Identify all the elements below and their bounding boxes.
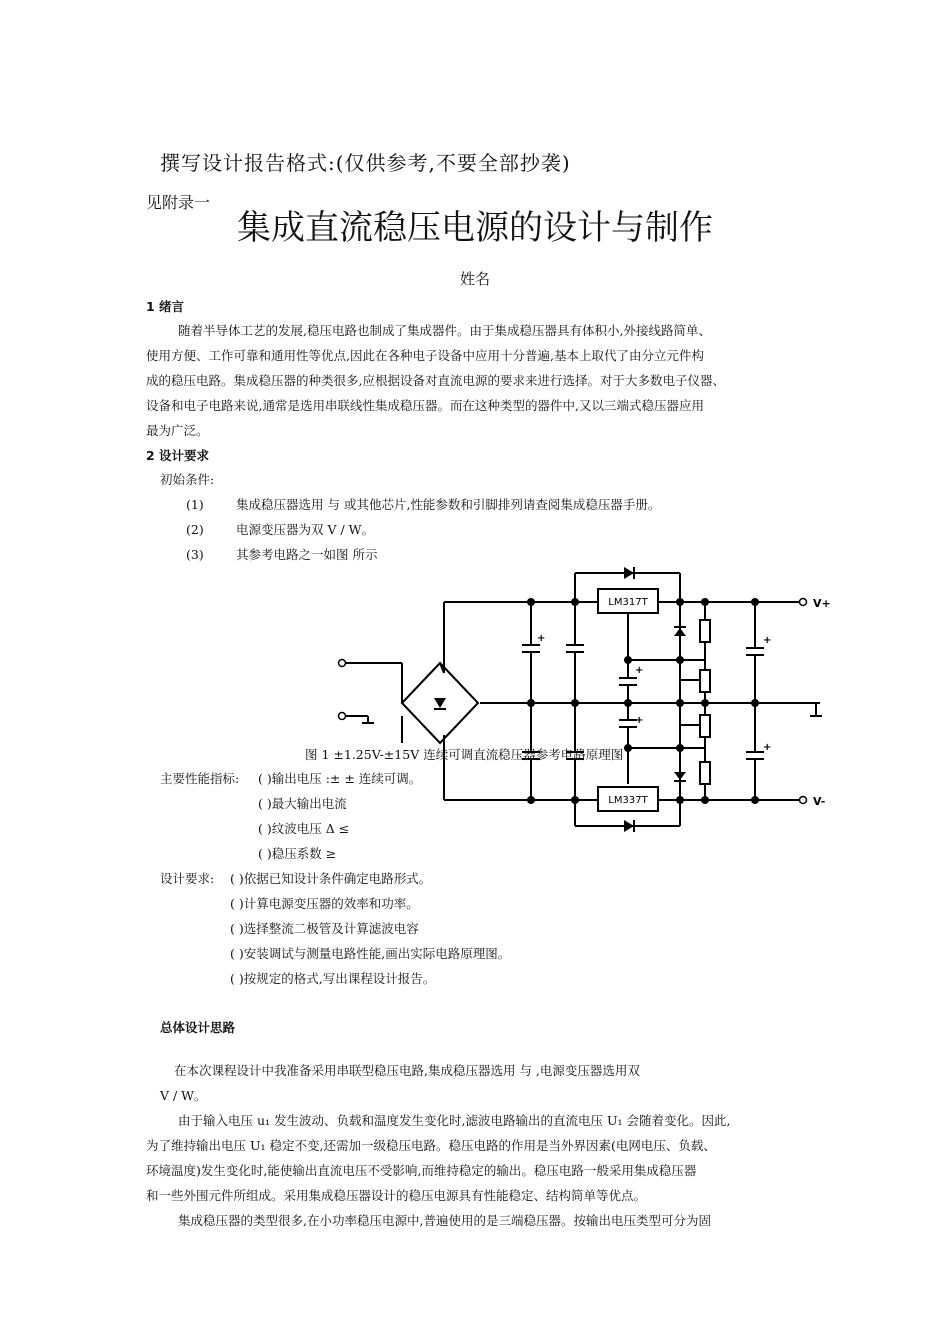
diode-icon [624,567,634,579]
format-instruction: 撰写设计报告格式:(仅供参考,不要全部抄袭) [160,151,571,175]
paragraph-line: 设备和电子电路来说,通常是选用串联线性集成稳压器。而在这种类型的器件中,又以三端式稳压器应用 [146,398,704,413]
paragraph-line: 由于输入电压 u₁ 发生波动、负载和温度发生变化时,滤波电路输出的直流电压 U₁ 会随着变化。因此, [178,1113,731,1128]
output-negative-label: V- [813,795,826,808]
performance-item: ( )纹波电压 Δ ≤ [258,821,350,836]
diode-icon [434,698,446,708]
paragraph-line: 在本次课程设计中我准备采用串联型稳压电路,集成稳压器选用 与 ,电源变压器选用双 [174,1063,640,1078]
appendix-note: 见附录一 [146,193,211,212]
requirements-label: 设计要求: [160,871,215,886]
performance-item: ( )输出电压 :± ± 连续可调。 [258,771,422,786]
svg-text:+: + [537,633,546,644]
paragraph-line: 为了维持输出电压 U₁ 稳定不变,还需加一级稳压电路。稳压电路的作用是当外界因素(电网电压、负载、 [146,1138,716,1153]
performance-item: ( )最大输出电流 [258,796,347,811]
circuit-diagram [330,562,850,837]
condition-item [186,495,660,513]
condition-number: (1) [186,497,204,512]
diode-icon [674,628,686,636]
paragraph-line: 和一些外围元件所组成。采用集成稳压器设计的稳压电源具有性能稳定、结构简单等优点。 [146,1188,647,1203]
paragraph-line: 使用方便、工作可靠和通用性等优点,因此在各种电子设备中应用十分普遍,基本上取代了由分立元件构 [146,348,704,363]
condition-number: (2) [186,522,204,537]
condition-item [186,520,374,538]
section-1-heading: 1 绪言 [146,299,185,314]
section-2-heading: 2 设计要求 [146,448,210,463]
condition-text: 集成稳压器选用 与 或其他芯片,性能参数和引脚排列请查阅集成稳压器手册。 [236,497,661,512]
condition-text: 电源变压器为双 V / W。 [236,522,375,537]
performance-label: 主要性能指标: [160,771,240,786]
svg-text:+: + [635,715,644,726]
section-1-paragraph [146,318,810,443]
output-positive-label: V+ [813,597,831,610]
condition-text: 其参考电路之一如图 所示 [236,547,378,562]
svg-text:+: + [763,742,772,753]
paragraph-line: 集成稳压器的类型很多,在小功率稳压电源中,普遍使用的是三端稳压器。按输出电压类型可分为固 [178,1213,711,1228]
performance-item: ( )稳压系数 ≥ [258,846,337,861]
document-title: 集成直流稳压电源的设计与制作 [237,208,713,248]
design-paragraph-1 [160,1058,810,1108]
regulator-lm337-label: LM337T [608,795,648,806]
paragraph-line: 最为广泛。 [146,423,209,438]
author-name: 姓名 [459,270,490,288]
figure-caption: 图 1 ±1.25V-±15V 连续可调直流稳压器参考电路原理图 [305,747,624,762]
overall-design-heading: 总体设计思路 [160,1020,236,1035]
requirement-item: ( )依据已知设计条件确定电路形式。 [230,871,432,886]
design-paragraph-3 [146,1208,810,1233]
paragraph-line: 随着半导体工艺的发展,稳压电路也制成了集成器件。由于集成稳压器具有体积小,外接线路简单、 [178,323,711,338]
regulator-lm317-label: LM317T [608,597,648,608]
requirement-item: ( )安装调试与测量电路性能,画出实际电路原理图。 [230,946,511,961]
design-paragraph-2 [146,1108,810,1208]
diode-icon [624,820,634,832]
requirement-item: ( )选择整流二极管及计算滤波电容 [230,921,419,936]
condition-number: (3) [186,547,204,562]
paragraph-line: V / W。 [160,1088,207,1103]
initial-conditions-label: 初始条件: [160,472,215,487]
condition-item [186,545,377,563]
svg-text:+: + [635,665,644,676]
diode-icon [674,772,686,780]
svg-text:+: + [763,635,772,646]
requirement-item: ( )计算电源变压器的效率和功率。 [230,896,419,911]
requirement-item: ( )按规定的格式,写出课程设计报告。 [230,971,436,986]
paragraph-line: 环境温度)发生变化时,能使输出直流电压不受影响,而维持稳定的输出。稳压电路一般采用集成稳压器 [146,1163,697,1178]
paragraph-line: 成的稳压电路。集成稳压器的种类很多,应根据设备对直流电源的要求来进行选择。对于大多数电子仪器、 [146,373,725,388]
